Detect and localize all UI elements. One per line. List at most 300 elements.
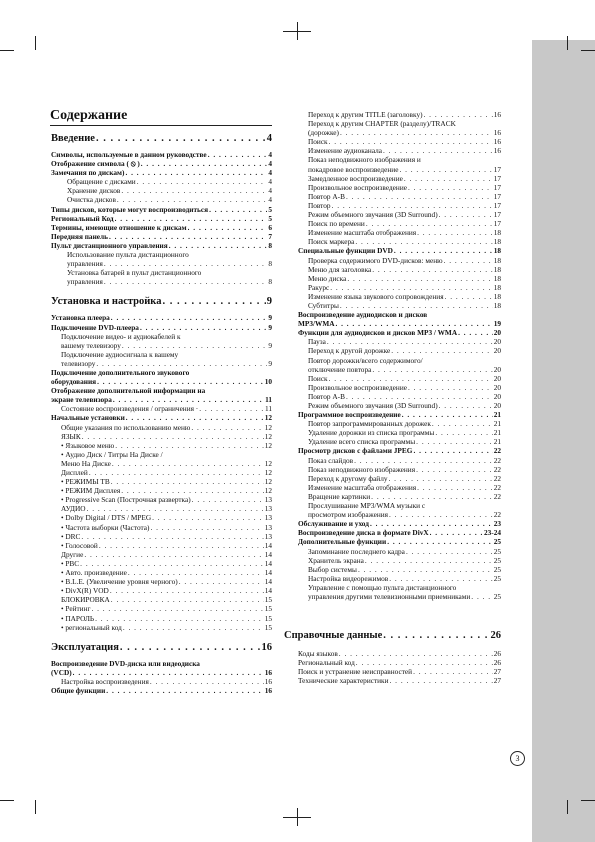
toc-entry (51, 413, 272, 422)
page-ref: 18 (493, 282, 501, 292)
dot-leader (141, 159, 268, 168)
entry-title: Изменение масштаба отображения (308, 482, 417, 492)
page-ref: 18 (493, 264, 501, 274)
toc-entry (51, 232, 272, 241)
dot-leader (444, 256, 493, 265)
dot-leader (169, 241, 268, 250)
toc-entry (298, 192, 501, 201)
page-ref: 22 (493, 510, 501, 520)
toc-entry (51, 586, 272, 595)
toc-entry (298, 219, 501, 228)
dot-leader (355, 237, 492, 246)
dot-leader (389, 510, 493, 519)
toc-entry (298, 146, 501, 155)
toc-entry (298, 428, 501, 437)
page-ref: 13 (264, 513, 272, 523)
toc-entry (298, 556, 501, 565)
dot-leader (104, 277, 268, 286)
page-ref: 6 (268, 222, 272, 232)
toc-entry (298, 565, 501, 574)
dot-leader (413, 446, 492, 455)
entry-title: Технические характеристики (298, 676, 389, 686)
page-ref: 26 (490, 630, 501, 642)
page-ref: 12 (264, 468, 272, 477)
dot-leader (371, 492, 493, 501)
dot-leader (115, 214, 268, 223)
page-ref: 20 (493, 346, 501, 356)
entry-title: • Рейтинг (61, 604, 91, 614)
toc-entry-line (298, 356, 501, 365)
toc-entry (298, 649, 501, 658)
page-ref: 16 (493, 128, 501, 138)
entry-title: Дисплей (61, 468, 88, 477)
toc-entry (298, 301, 501, 310)
entry-title: экране телевизора (51, 395, 112, 405)
entry-title: Отображение дополнительной информации на (51, 386, 206, 396)
entry-title: Повтор A-B (308, 391, 345, 401)
page-ref: 22 (493, 464, 501, 474)
entry-title: Функции для аудиодисков и дисков MP3 / WMA (298, 328, 458, 338)
entry-title: Меню для заголовка (308, 264, 372, 274)
dot-leader (356, 658, 493, 667)
entry-title: ЯЗЫК (61, 431, 81, 441)
page-ref: 23-24 (483, 528, 501, 538)
page-ref: 15 (264, 595, 272, 605)
entry-title: Региональный Код (51, 213, 114, 223)
entry-title: • DRC (61, 531, 81, 541)
dot-leader (110, 586, 264, 595)
toc-entry (51, 323, 272, 332)
page-ref: 12 (264, 458, 272, 468)
dot-leader (339, 649, 493, 658)
dot-leader (117, 195, 267, 204)
entry-title: Поиск и устранение неисправностей (298, 667, 413, 677)
toc-entry (51, 168, 272, 177)
toc-entry (51, 614, 272, 623)
page-ref: 14 (264, 568, 272, 578)
toc-entry (51, 595, 272, 604)
toc-entry (298, 474, 501, 483)
toc-entry-line (51, 250, 272, 259)
section-heading (284, 629, 501, 642)
toc-entry (51, 677, 272, 686)
toc-entry (298, 401, 501, 410)
dot-leader (95, 614, 264, 623)
toc-entry-line (298, 155, 501, 164)
entry-title: Прослушивание MP3/WMA музыки с (308, 501, 426, 511)
dot-leader (432, 419, 493, 428)
toc-entry (298, 319, 501, 328)
dot-leader (125, 168, 267, 177)
section-title: Введение (51, 133, 95, 144)
entry-title: • Голосовой (61, 540, 98, 550)
toc-entry (298, 446, 501, 455)
page-ref: 19 (493, 319, 501, 329)
page-ref: 17 (493, 210, 501, 220)
dot-leader (424, 110, 493, 119)
dot-leader (365, 556, 493, 565)
toc-entry-line (51, 450, 272, 459)
dot-leader (128, 568, 264, 577)
entry-title: Состояние воспроизведения / ограничения · (61, 404, 199, 414)
page-ref: 17 (493, 200, 501, 210)
toc-entry (51, 523, 272, 532)
page-ref: 9 (268, 322, 272, 332)
toc-entry (51, 550, 272, 559)
toc-entry (51, 241, 272, 250)
page-number: 3 (510, 751, 525, 766)
page-ref: 16 (264, 667, 272, 677)
entry-title: Выбор системы (308, 564, 357, 574)
page-ref: 9 (268, 340, 272, 350)
dot-leader (372, 365, 492, 374)
dot-leader (383, 146, 493, 155)
page-ref: 22 (493, 473, 501, 483)
entry-title: Подключение аудиосигнала к вашему (61, 349, 179, 359)
page-ref: 25 (493, 564, 501, 574)
page-ref: 20 (493, 337, 501, 347)
page-ref: 17 (493, 173, 501, 183)
dot-leader (394, 246, 493, 255)
toc-entry (298, 283, 501, 292)
entry-title: Настройка воспроизведения (61, 676, 149, 686)
dot-leader (402, 410, 493, 419)
title-rule (50, 125, 272, 126)
page-ref: 25 (493, 591, 501, 601)
entry-title: Подключение DVD-плеера (51, 322, 139, 332)
toc-entry-line (51, 268, 272, 277)
toc-entry (298, 592, 501, 601)
dot-leader (99, 541, 264, 550)
entry-title: Общие функции (51, 685, 106, 695)
page-ref: 8 (268, 240, 272, 250)
dot-leader (346, 392, 493, 401)
toc-entry (298, 658, 501, 667)
toc-entry (51, 223, 272, 232)
page-ref: 27 (493, 667, 501, 677)
toc-entry (51, 504, 272, 513)
entry-title: (VCD) (51, 667, 72, 677)
page-ref: 4 (268, 177, 272, 187)
entry-title: Обращение с дисками (67, 177, 136, 187)
toc-entry-line (51, 386, 272, 395)
page-ref: 16 (493, 110, 501, 119)
page-ref: 16 (493, 146, 501, 156)
toc-entry (298, 346, 501, 355)
entry-title: Установка плеера (51, 313, 110, 323)
dot-leader (416, 465, 493, 474)
page-ref: 4 (268, 168, 272, 178)
toc-entry (298, 183, 501, 192)
dot-leader (84, 550, 263, 559)
toc-entry (51, 604, 272, 613)
dot-leader (96, 132, 266, 145)
page-ref: 13 (264, 495, 272, 505)
page-ref: 25 (493, 555, 501, 565)
toc-entry (51, 577, 272, 586)
section-title: Эксплуатация (51, 641, 119, 653)
spacer (51, 286, 272, 293)
dot-leader (445, 292, 493, 301)
entry-title: управления (67, 259, 103, 269)
crop-mark (567, 800, 568, 814)
page-ref: 17 (493, 191, 501, 201)
entry-title: Замечания по дискам) (51, 168, 125, 178)
page-ref: 20 (493, 373, 501, 383)
page-ref: 16 (493, 137, 501, 147)
entry-title: Повтор (308, 200, 331, 210)
entry-title: • РЕЖИМЫ ТВ (61, 477, 110, 487)
page-ref: 20 (493, 401, 501, 410)
toc-entry (51, 459, 272, 468)
toc-entry (51, 377, 272, 386)
toc-entry (298, 547, 501, 556)
page-ref: 18 (493, 228, 501, 238)
toc-entry (298, 374, 501, 383)
page-ref: 25 (493, 546, 501, 556)
page-ref: 17 (493, 182, 501, 192)
toc-entry (298, 201, 501, 210)
dot-leader (81, 532, 263, 541)
toc-entry (51, 341, 272, 350)
toc-entry (51, 159, 272, 168)
toc-entry (298, 456, 501, 465)
entry-title: Режим объемного звучания (3D Surround) (308, 401, 438, 410)
page-ref: 25 (493, 537, 501, 547)
dot-leader (346, 192, 493, 201)
toc-entry (51, 486, 272, 495)
dot-leader (87, 504, 264, 513)
page-ref: 14 (264, 577, 272, 587)
entry-title: оборудования (51, 377, 97, 387)
entry-title: Переход к другому файлу (308, 473, 388, 483)
dot-leader (340, 301, 493, 310)
entry-title: Переход к другим CHAPTER (разделу)/TRACK (308, 119, 456, 129)
dot-leader (150, 523, 263, 532)
page-title: Содержание (50, 108, 128, 123)
page-ref: 9 (268, 313, 272, 323)
toc-entry (51, 195, 272, 204)
entry-title: Переход к другой дорожке (308, 346, 391, 356)
entry-title: Удаление всего списка программы (308, 437, 416, 447)
crop-mark (35, 800, 36, 814)
entry-title: Проверка содержимого DVD-дисков: меню (308, 255, 443, 265)
page-ref: 4 (268, 159, 272, 169)
crop-mark (0, 50, 14, 51)
entry-title: Пульт дистанционного управления (51, 240, 168, 250)
crop-mark (283, 31, 311, 32)
entry-title: Поиск (308, 373, 328, 383)
dot-leader (435, 428, 492, 437)
dot-leader (112, 459, 264, 468)
dot-leader (329, 137, 493, 146)
toc-entry (51, 495, 272, 504)
section-heading (51, 132, 272, 145)
dot-leader (192, 495, 264, 504)
dot-leader (372, 265, 492, 274)
entry-title: Вращение картинки (308, 491, 371, 501)
dot-leader (123, 623, 264, 632)
entry-title: телевизору (61, 358, 96, 368)
toc-entry (298, 667, 501, 676)
entry-title: • региональный код (61, 622, 122, 632)
entry-title: Удаление дорожки из списка программы (308, 428, 435, 438)
crop-mark (283, 817, 311, 818)
page-ref: 18 (493, 246, 501, 256)
dot-leader (191, 423, 263, 432)
dot-leader (330, 283, 492, 292)
toc-left-column (51, 130, 272, 695)
entry-title: Настройка видеорежимов (308, 573, 389, 583)
dot-leader (471, 592, 492, 601)
toc-entry (298, 510, 501, 519)
entry-title: Поиск (308, 137, 328, 147)
page-ref: 20 (493, 391, 501, 401)
entry-title: Изменение языка звукового сопровождения (308, 291, 444, 301)
entry-title: отключение повтора (308, 364, 372, 374)
entry-title: • Авто. произведение (61, 568, 127, 578)
entry-title: Очистка дисков (67, 195, 116, 205)
entry-title: Поиск по времени (308, 219, 365, 229)
page-ref: 20 (493, 364, 501, 374)
toc-entry-line (298, 310, 501, 319)
toc-right-column (284, 110, 501, 686)
toc-entry (298, 528, 501, 537)
dot-leader (332, 201, 493, 210)
dot-leader (104, 259, 268, 268)
dot-leader (179, 577, 264, 586)
toc-entry (51, 277, 272, 286)
toc-entry (298, 265, 501, 274)
entry-title: Повтор A-B (308, 191, 345, 201)
page-ref: 16 (264, 676, 272, 686)
page-ref: 20 (493, 382, 501, 392)
toc-entry (51, 359, 272, 368)
toc-entry (51, 559, 272, 568)
toc-entry (298, 165, 501, 174)
toc-entry-line (298, 583, 501, 592)
dot-leader (111, 477, 264, 486)
page-ref: 12 (264, 413, 272, 423)
toc-entry (298, 383, 501, 392)
entry-title: • Частота выборки (Частота) (61, 522, 150, 532)
toc-entry (51, 423, 272, 432)
entry-title: Режим объемного звучания (3D Surround) (308, 210, 438, 220)
dot-leader (391, 346, 492, 355)
toc-entry (51, 205, 272, 214)
page-ref: 14 (264, 586, 272, 596)
dot-leader (370, 519, 493, 528)
page-ref: 13 (264, 504, 272, 514)
toc-entry (298, 274, 501, 283)
toc-entry (298, 365, 501, 374)
page-ref: 4 (268, 150, 272, 159)
page-ref: 16 (264, 685, 272, 695)
entry-title: Повтор запрограммированных дорожек (308, 419, 431, 429)
entry-title: Произвольное воспроизведение (308, 182, 407, 192)
dot-leader (122, 341, 267, 350)
entry-title: Просмотр дисков с файлами JPEG (298, 446, 413, 456)
page-ref: 12 (264, 440, 272, 450)
toc-entry (298, 465, 501, 474)
page-ref: 12 (264, 477, 272, 487)
page-ref: 22 (493, 482, 501, 492)
page-ref: 9 (266, 296, 272, 308)
entry-title: Типы дисков, которые могут воспроизводиться (51, 204, 209, 214)
dot-leader (208, 150, 268, 159)
entry-title: Подключение видео- и аудиокабелей к (61, 331, 181, 341)
page-ref: 4 (266, 133, 272, 144)
entry-title: Показ неподвижного изображения (308, 464, 416, 474)
entry-title: Замедленное воспроизведение (308, 173, 403, 183)
dot-leader (340, 128, 493, 137)
entry-title: управления (67, 277, 103, 287)
entry-title: Общие указания по использованию меню (61, 422, 191, 432)
page-ref: 14 (264, 549, 272, 559)
page-ref: 12 (264, 422, 272, 432)
page-ref: 12 (264, 431, 272, 441)
dot-leader (120, 641, 261, 654)
dot-leader (109, 232, 267, 241)
toc-entry (298, 228, 501, 237)
page-ref: 9 (268, 358, 272, 368)
toc-entry (298, 237, 501, 246)
dot-leader (408, 383, 493, 392)
toc-entry (51, 177, 272, 186)
entry-title: Повтор дорожки/всего содержимого/ (308, 355, 423, 365)
page-ref: 20 (493, 328, 501, 338)
dot-leader (390, 676, 493, 685)
entry-title: • Аудио Диск / Титры На Диске / (61, 449, 163, 459)
page-ref: 22 (493, 491, 501, 501)
page-ref: 22 (493, 455, 501, 465)
dot-leader (73, 668, 264, 677)
dot-leader (383, 629, 489, 642)
page-ref: 12 (264, 486, 272, 496)
toc-entry (51, 214, 272, 223)
entry-title: Региональный код (298, 658, 355, 668)
dot-leader (327, 337, 493, 346)
entry-title: Субтитры (308, 300, 339, 310)
page-ref: 14 (264, 540, 272, 550)
toc-entry (298, 537, 501, 546)
entry-title: АУДИО (61, 504, 86, 514)
dot-leader (106, 686, 263, 695)
entry-title: Коды языков (298, 649, 338, 659)
toc-entry (298, 492, 501, 501)
dot-leader (209, 205, 267, 214)
entry-title: Переход к другим TITLE (заголовку) (308, 110, 423, 119)
entry-title: покадровое воспроизведение (308, 164, 399, 174)
toc-entry (51, 541, 272, 550)
entry-title: Меню На Диске (61, 458, 111, 468)
dot-leader (358, 565, 493, 574)
dot-leader (97, 377, 264, 386)
dot-leader (113, 395, 264, 404)
dot-leader (121, 486, 263, 495)
page-ref: 11 (265, 395, 272, 405)
dot-leader (366, 219, 493, 228)
page-ref: 18 (493, 300, 501, 310)
entry-title: • B.L.E. (Увеличение уровня черного) (61, 577, 178, 587)
crop-mark (0, 800, 14, 801)
dot-leader (439, 210, 493, 219)
page-ref: 21 (493, 428, 501, 438)
entry-title: • ПАРОЛЬ (61, 613, 95, 623)
entry-title: Изменение аудиоканала (308, 146, 383, 156)
dot-leader (137, 177, 268, 186)
page-ref: 8 (268, 259, 272, 269)
